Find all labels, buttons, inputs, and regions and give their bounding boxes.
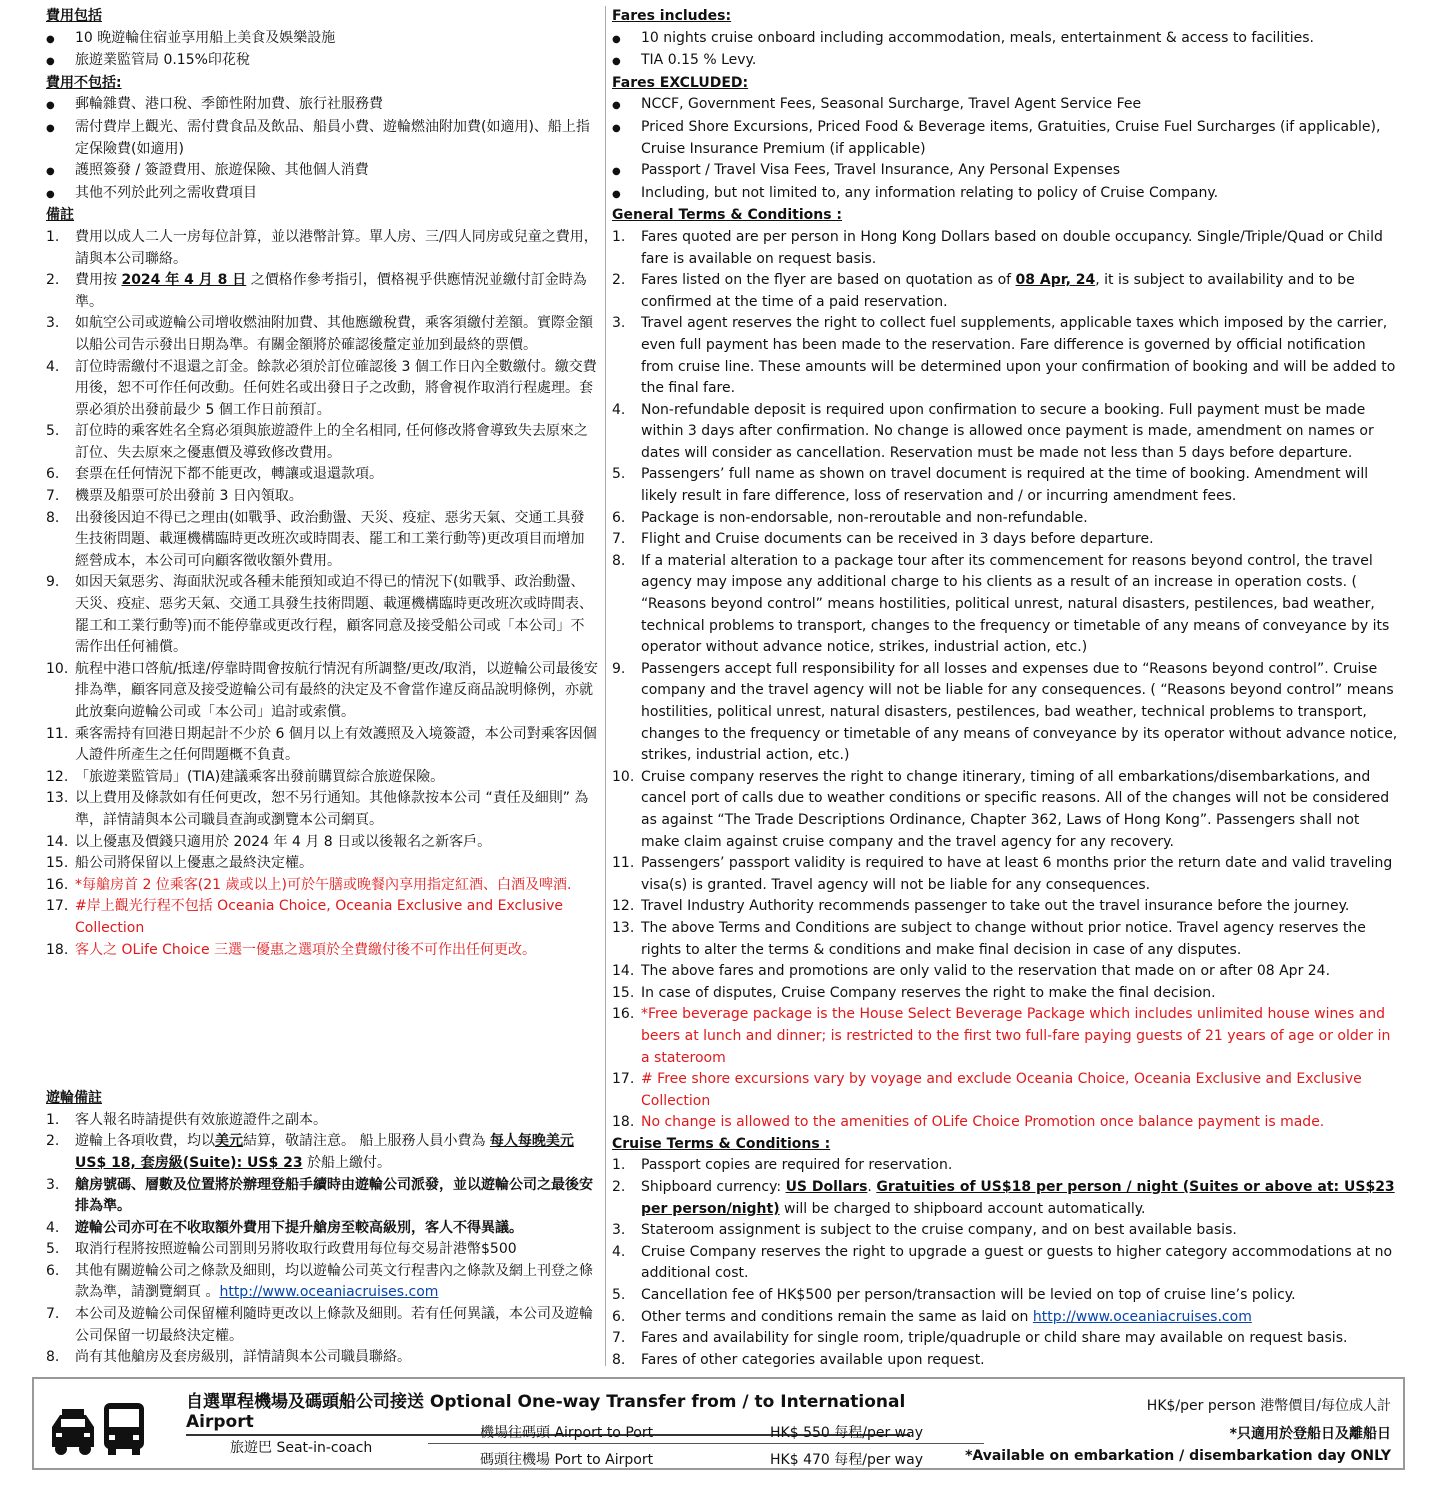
item-text: The above fares and promotions are only valid to the reservation that made on or after 08 Apr 24. (641, 963, 1331, 980)
item-number: 7. (612, 1330, 626, 1347)
numbered-item (612, 918, 1398, 961)
bullet-text: 旅遊業監管局 0.15%印花稅 (75, 52, 250, 69)
numbered-item (612, 1285, 1398, 1307)
includes-heading-zh: 費用包括 (46, 8, 102, 24)
numbered-item (46, 227, 598, 270)
transfer-icons (48, 1399, 168, 1457)
item-number: 1. (612, 228, 626, 245)
item-number: 10. (612, 768, 635, 785)
bullet-item (612, 160, 1398, 183)
text-segment: , it is subject to availability and to be confirmed at the time of a paid reservation. (641, 272, 1355, 310)
item-text: 艙房號碼、層數及位置將於辦理登船手續時由遊輪公司派發，並以遊輪公司之最後安排為準。 (75, 1176, 593, 1215)
item-number: 2. (46, 272, 60, 289)
bullet-icon (46, 50, 75, 73)
right-column-english (612, 6, 1398, 1371)
text-segment: 遊輪上各項收費，均以 (75, 1133, 215, 1150)
bullet-text: 其他不列於此列之需收費項目 (75, 184, 257, 201)
text-segment: . (867, 1179, 877, 1196)
numbered-item (612, 1242, 1398, 1285)
item-text: 船公司將保留以上優惠之最終決定權。 (75, 855, 313, 872)
item-text: 套票在任何情況下都不能更改，轉讓或退還款項。 (75, 466, 383, 483)
item-number: 3. (46, 315, 60, 332)
transfer-row-divider (428, 1443, 984, 1444)
underlined-text: US Dollars (785, 1179, 868, 1196)
text-segment: Fares listed on the flyer are based on quotation as of (641, 272, 1016, 289)
item-number: 13. (46, 790, 69, 807)
item-text: 費用以成人二人一房每位計算，並以港幣計算。單人房、三/四人同房或兒童之費用，請與本公司聯絡。 (75, 228, 598, 267)
bullet-item (46, 94, 598, 117)
text-segment: 其他有關遊輪公司之條款及細則，均以遊輪公司英文行程書內之條款及網上刊登之條款為準，請瀏覽網頁 (75, 1262, 593, 1301)
numbered-item (46, 1347, 598, 1369)
item-number: 14. (612, 963, 635, 980)
item-number: 12. (612, 898, 635, 915)
bullet-item (612, 94, 1398, 117)
item-number: 3. (612, 1222, 626, 1239)
numbered-item (46, 940, 598, 962)
numbered-item (46, 832, 598, 854)
embarkation-note-en: *Available on embarkation / disembarkation day ONLY (965, 1448, 1391, 1464)
numbered-item (612, 1112, 1398, 1134)
item-number: 3. (46, 1176, 60, 1193)
numbered-item (46, 853, 598, 875)
item-text: Cruise company reserves the right to change itinerary, timing of all embarkations/disembarkations, and cancel port of calls due to weather conditions or specific reasons. All of the changes will not be considered as against “The Trade Descriptions Ordinance, Chapter 362, Laws of Hong Kong”. Passengers shall not make claim against cruise company and the travel agency for any recovery. (641, 768, 1390, 850)
bullet-item (46, 117, 598, 160)
numbered-item (612, 464, 1398, 507)
website-link[interactable]: http://www.oceaniacruises.com (1032, 1308, 1252, 1325)
item-number: 1. (46, 228, 60, 245)
general-terms-heading: General Terms & Conditions : (612, 207, 843, 224)
item-text: #岸上觀光行程不包括 Oceania Choice, Oceania Exclusive and Exclusive Collection (75, 898, 563, 936)
item-text: 如因天氣惡劣、海面狀況或各種未能預知或迫不得已的情況下(如戰爭、政治動盪、天災、疫症、惡劣天氣、交通工具發生技術問題、載運機構臨時更改班次或時間表、罷工和工業行動等)而不能停靠或更改行程，顧客同意及接受船公司或「本公司」不需作出任何補償。 (75, 574, 593, 656)
bullet-item (46, 183, 598, 206)
cruise-terms-list (612, 1155, 1398, 1371)
item-number: 10. (46, 660, 69, 677)
text-segment: Shipboard currency: (641, 1179, 786, 1196)
item-number: 7. (46, 488, 60, 505)
bullet-text: Including, but not limited to, any information relating to policy of Cruise Company. (641, 184, 1219, 201)
item-number: 12. (46, 768, 69, 785)
notes-list-zh (46, 227, 598, 961)
numbered-item (612, 1177, 1398, 1220)
cruise-terms-heading: Cruise Terms & Conditions : (612, 1135, 831, 1152)
numbered-item (46, 508, 598, 573)
item-number: 16. (46, 876, 69, 893)
transfer-title: 自選單程機場及碼頭船公司接送 Optional One-way Transfer from / to International Airport (186, 1387, 910, 1436)
bullet-item (612, 28, 1398, 51)
airport-to-port-price: HK$ 550 每程/per way (770, 1425, 923, 1441)
item-number: 5. (46, 423, 60, 440)
text-segment: will be charged to shipboard account automatically. (779, 1200, 1146, 1217)
item-number: 8. (46, 509, 60, 526)
item-text: Stateroom assignment is subject to the cruise company, and on best available basis. (641, 1222, 1237, 1239)
port-to-airport-price: HK$ 470 每程/per way (770, 1452, 923, 1468)
numbered-item (612, 1328, 1398, 1350)
item-number: 1. (46, 1111, 60, 1128)
numbered-item (46, 1304, 598, 1347)
item-number: 7. (46, 1306, 60, 1323)
item-number: 6. (612, 1308, 626, 1325)
item-number: 7. (612, 531, 626, 548)
numbered-item (46, 896, 598, 939)
item-text: *每艙房首 2 位乘客(21 歲或以上)可於午膳或晚餐內享用指定紅酒、白酒及啤酒. (75, 876, 572, 893)
numbered-item (46, 875, 598, 897)
bullet-text: TIA 0.15 % Levy. (641, 52, 757, 69)
item-number: 6. (46, 1262, 60, 1279)
item-text: 「旅遊業監管局」(TIA)建議乘客出發前購買綜合旅遊保險。 (75, 768, 445, 785)
item-text (641, 1177, 1398, 1220)
item-number: 2. (612, 272, 626, 289)
item-text: 本公司及遊輪公司保留權利隨時更改以上條款及細則。若有任何異議，本公司及遊輪公司保留一切最終決定權。 (75, 1306, 593, 1344)
item-text: 出發後因迫不得已之理由(如戰爭、政治動盪、天災、疫症、惡劣天氣、交通工具發生技術問題、載運機構臨時更改班次或時間表、罷工和工業行動等)更改項目而增加經營成本，本公司可向顧客徵收額外費用。 (75, 509, 585, 569)
item-text (75, 270, 598, 313)
text-segment: 於船上繳付。 (302, 1154, 392, 1171)
bullet-icon (612, 94, 641, 117)
bullet-text: 需付費岸上觀光、需付費食品及飲品、船員小費、遊輪燃油附加費(如適用)、船上指定保險費(如適用) (75, 118, 590, 157)
item-number: 8. (612, 552, 626, 569)
numbered-item (612, 313, 1398, 399)
bullet-icon (46, 28, 75, 51)
bullet-icon (46, 160, 75, 183)
item-number: 16. (612, 1006, 635, 1023)
item-number: 5. (612, 1287, 626, 1304)
item-text (641, 1307, 1398, 1329)
bullet-text: 10 nights cruise onboard including accommodation, meals, entertainment & access to facilities. (641, 29, 1314, 46)
item-text: 以上費用及條款如有任何更改，恕不另行通知。其他條款按本公司 “責任及細則” 為準，詳情請與本公司職員查詢或瀏覽本公司網頁。 (75, 790, 589, 828)
item-text: Flight and Cruise documents can be received in 3 days before departure. (641, 531, 1154, 548)
item-number: 4. (46, 1219, 60, 1236)
item-number: 11. (612, 855, 635, 872)
numbered-item (612, 1307, 1398, 1329)
item-text: Passengers’ full name as shown on travel document is required at the time of booking. Amendment will likely result in fare difference, loss of reservation and / or incurring amendment fees. (641, 466, 1369, 505)
bullet-item (46, 160, 598, 183)
item-text: 機票及船票可於出發前 3 日內領取。 (75, 488, 303, 505)
numbered-item (46, 1261, 598, 1304)
item-number: 13. (612, 919, 635, 936)
includes-list-en (612, 28, 1398, 73)
left-column-chinese (46, 6, 598, 1369)
bullet-icon (46, 94, 75, 117)
item-text: If a material alteration to a package tour after its commencement for reasons beyond control, the travel agency may impose any additional charge to his clients as a result of an increase in operation costs. ( “Reasons beyond control” means hostilities, political unrest, natural disasters, pestilences, bad weather, technical problems to transport, changes to the frequency or timetable of any means of conveyance by its operator without advance notice, strikes, industrial action, etc.) (641, 552, 1390, 656)
item-number: 3. (612, 315, 626, 332)
item-text: Fares of other categories available upon request. (641, 1351, 985, 1368)
bullet-text: 10 晚遊輪住宿並享用船上美食及娛樂設施 (75, 29, 336, 46)
item-number: 15. (46, 855, 69, 872)
numbered-item (612, 961, 1398, 983)
excludes-heading-en: Fares EXCLUDED: (612, 74, 749, 91)
numbered-item (612, 529, 1398, 551)
text-segment: 費用按 (75, 272, 122, 289)
numbered-item (46, 1110, 598, 1132)
bullet-icon (612, 117, 641, 160)
item-text: Passengers’ passport validity is required to have at least 6 months prior the return date and valid traveling visa(s) is granted. Travel agency will not be liable for any consequences. (641, 855, 1393, 893)
numbered-item (612, 853, 1398, 896)
cruise-notes-list-zh (46, 1110, 598, 1369)
item-text: Non-refundable deposit is required upon confirmation to secure a booking. Full payment must be made within 3 days after confirmation. No change is allowed once payment is made, amendment on names or dates will consider as cancellation. Reservation must be made not less than 5 days before departure. (641, 401, 1374, 461)
item-text: Fares quoted are per person in Hong Kong Dollars based on double occupancy. Single/Triple/Quad or Child fare is available on request basis. (641, 228, 1383, 267)
item-text: 如航空公司或遊輪公司增收燃油附加費、其他應繳稅費，乘客須繳付差額。實際金額以船公司告示發出日期為準。有關金額將於確認後釐定並加到最終的票價。 (75, 315, 593, 353)
website-link[interactable]: http://www.oceaniacruises.com (219, 1284, 439, 1301)
numbered-item (612, 400, 1398, 465)
underlined-text: 每人每晚美元 US$ 18, 套房級(Suite): US$ 23 (75, 1133, 574, 1171)
item-number: 15. (612, 984, 635, 1001)
numbered-item (612, 767, 1398, 853)
column-divider (605, 6, 606, 1366)
item-text: Passengers accept full responsibility for all losses and expenses due to “Reasons beyond control”. Cruise company and the travel agency will not be liable for any consequences. ( “Reasons beyond control” means hostilities, political unrest, natural disasters, pestilences, bad weather, technical problems to transport, changes to the frequency or timetable of any means of conveyance by its operator without advance notice, strikes, industrial action, etc.) (641, 660, 1398, 764)
numbered-item (612, 1004, 1398, 1069)
item-number: 4. (612, 1243, 626, 1260)
numbered-item (46, 421, 598, 464)
item-text: 取消行程將按照遊輪公司罰則另將收取行政費用每位每交易計港幣$500 (75, 1241, 517, 1258)
item-number: 1. (612, 1157, 626, 1174)
excludes-heading-zh: 費用不包括: (46, 74, 122, 91)
item-number: 18. (46, 941, 69, 958)
bullet-text: 護照簽發 / 簽證費用、旅遊保險、其他個人消費 (75, 162, 369, 179)
item-text: Travel Industry Authority recommends passenger to take out the travel insurance before the journey. (641, 898, 1350, 915)
item-text: The above Terms and Conditions are subject to change without prior notice. Travel agency reserves the rights to alter the terms & conditions and make final decision in case of any disputes. (641, 919, 1366, 958)
excludes-list-en (612, 94, 1398, 205)
text-segment: 之價格作參考指引，價格視乎供應情況並繳付訂金時為準。 (75, 272, 587, 310)
item-text: 遊輪公司亦可在不收取額外費用下提升艙房至較高級別，客人不得異議。 (75, 1219, 523, 1236)
numbered-item (612, 1069, 1398, 1112)
item-text: Package is non-endorsable, non-reroutable and non-refundable. (641, 509, 1088, 526)
general-terms-list (612, 227, 1398, 1134)
text-segment: 。 (205, 1284, 220, 1301)
numbered-item (612, 896, 1398, 918)
numbered-item (612, 227, 1398, 270)
underlined-text: 美元 (215, 1133, 243, 1150)
numbered-item (46, 788, 598, 831)
bullet-text: 郵輪雜費、港口稅、季節性附加費、旅行社服務費 (75, 96, 383, 113)
item-number: 18. (612, 1114, 635, 1131)
bullet-icon (612, 183, 641, 206)
item-number: 6. (612, 509, 626, 526)
bullet-icon (612, 28, 641, 51)
item-text: *Free beverage package is the House Select Beverage Package which includes unlimited house wines and beers at lunch and dinner; is restricted to the first two full-fare paying guests of 21 years of age or older in a stateroom (641, 1006, 1391, 1066)
item-number: 17. (612, 1071, 635, 1088)
item-text: Cruise Company reserves the right to upgrade a guest or guests to higher category accommodations at no additional cost. (641, 1243, 1393, 1282)
numbered-item (46, 659, 598, 724)
item-text: 客人報名時請提供有效旅遊證件之副本。 (75, 1111, 327, 1128)
item-text: Passport copies are required for reservation. (641, 1157, 953, 1174)
item-text (75, 1261, 598, 1304)
numbered-item (46, 1131, 598, 1174)
bullet-text: NCCF, Government Fees, Seasonal Surcharge, Travel Agent Service Fee (641, 96, 1142, 113)
numbered-item (46, 464, 598, 486)
cruise-notes-heading-zh: 遊輪備註 (46, 1090, 102, 1107)
price-unit-note: HK$/per person 港幣價目/每位成人計 (1146, 1398, 1391, 1414)
bullet-item (612, 50, 1398, 73)
item-number: 9. (46, 574, 60, 591)
item-text: # Free shore excursions vary by voyage and exclude Oceania Choice, Oceania Exclusive and Exclusive Collection (641, 1071, 1362, 1109)
numbered-item (612, 1155, 1398, 1177)
transfer-box (32, 1377, 1405, 1470)
bullet-text: Priced Shore Excursions, Priced Food & Beverage items, Gratuities, Cruise Fuel Surcharges (if applicable), Cruise Insurance Premium (if applicable) (641, 118, 1381, 157)
bullet-item (46, 28, 598, 51)
bullet-item (612, 183, 1398, 206)
bullet-icon (46, 183, 75, 206)
underlined-text: 08 Apr, 24 (1015, 272, 1096, 289)
numbered-item (46, 1239, 598, 1261)
bus-icon (104, 1403, 144, 1455)
item-text: Fares and availability for single room, triple/quadruple or child share may available on request basis. (641, 1330, 1348, 1347)
numbered-item (46, 767, 598, 789)
item-text (641, 270, 1398, 313)
numbered-item (612, 551, 1398, 659)
item-text: 訂位時的乘客姓名全寫必須與旅遊證件上的全名相同, 任何修改將會導致失去原來之訂位、失去原來之優惠價及導致修改費用。 (75, 423, 588, 461)
item-number: 5. (46, 1241, 60, 1258)
item-number: 2. (46, 1133, 60, 1150)
item-text (75, 1131, 598, 1174)
item-text: 訂位時需繳付不退還之訂金。餘款必須於訂位確認後 3 個工作日內全數繳付。繳交費用後，恕不可作任何改動。任何姓名或出發日子之改動，將會視作取消行程處理。套票必須於出發前最少 5 個工作日前預訂。 (75, 358, 597, 418)
numbered-item (612, 983, 1398, 1005)
bullet-icon (612, 160, 641, 183)
bullet-text: Passport / Travel Visa Fees, Travel Insurance, Any Personal Expenses (641, 162, 1121, 179)
item-text: Travel agent reserves the right to collect fuel supplements, applicable taxes which imposed by the carrier, even full payment has been made to the reservation. Fare difference is governed by official notification from cruise line. These amounts will be determined upon your confirmation of booking and will be added to the final fare. (641, 315, 1396, 397)
text-segment: Other terms and conditions remain the same as laid on (641, 1308, 1033, 1325)
taxi-icon (52, 1409, 94, 1455)
item-number: 17. (46, 898, 69, 915)
item-number: 2. (612, 1179, 626, 1196)
bullet-item (46, 50, 598, 73)
underlined-text: 2024 年 4 月 8 日 (121, 272, 247, 289)
item-text: 航程中港口啓航/抵達/停靠時間會按航行情況有所調整/更改/取消，以遊輪公司最後安排為準，顧客同意及接受遊輪公司有最終的決定及不會當作違反商品說明條例，亦就此放棄向遊輪公司或「本公司」追討或索償。 (75, 660, 598, 720)
notes-heading-zh: 備註 (46, 207, 74, 224)
item-number: 6. (46, 466, 60, 483)
underlined-text: Gratuities of US$18 per person / night (Suites or above at: US$23 per person/night) (641, 1179, 1395, 1217)
text-segment: 結算，敬請注意。 船上服務人員小費為 (243, 1133, 490, 1150)
item-number: 9. (612, 660, 626, 677)
embarkation-note-zh: *只適用於登船日及離船日 (1229, 1426, 1391, 1442)
numbered-item (612, 659, 1398, 767)
excludes-list-zh (46, 94, 598, 205)
item-text: No change is allowed to the amenities of OLife Choice Promotion once balance payment is made. (641, 1114, 1325, 1131)
item-number: 4. (612, 401, 626, 418)
bullet-icon (46, 117, 75, 160)
item-text: 尚有其他艙房及套房級別，詳情請與本公司職員聯絡。 (75, 1349, 411, 1366)
item-number: 11. (46, 725, 69, 742)
item-text: 乘客需持有回港日期起計不少於 6 個月以上有效護照及入境簽證，本公司對乘客因個人證件所產生之任何問題概不負責。 (75, 725, 597, 764)
numbered-item (46, 270, 598, 313)
numbered-item (46, 486, 598, 508)
numbered-item (46, 1175, 598, 1218)
numbered-item (46, 313, 598, 356)
numbered-item (612, 270, 1398, 313)
numbered-item (612, 1350, 1398, 1372)
numbered-item (46, 572, 598, 658)
includes-list-zh (46, 28, 598, 73)
item-number: 4. (46, 358, 60, 375)
blank-space (46, 961, 598, 1088)
item-number: 8. (612, 1351, 626, 1368)
bullet-item (612, 117, 1398, 160)
coach-label: 旅遊巴 Seat-in-coach (230, 1440, 373, 1456)
item-text: Cancellation fee of HK$500 per person/transaction will be levied on top of cruise line’s policy. (641, 1287, 1296, 1304)
numbered-item (612, 1220, 1398, 1242)
includes-heading-en: Fares includes: (612, 8, 732, 24)
airport-to-port-label: 機場往碼頭 Airport to Port (480, 1425, 654, 1441)
numbered-item (46, 1218, 598, 1240)
numbered-item (46, 357, 598, 422)
numbered-item (46, 724, 598, 767)
item-number: 14. (46, 833, 69, 850)
item-text: 客人之 OLife Choice 三選一優惠之選項於全費繳付後不可作出任何更改。 (75, 941, 537, 958)
item-text: 以上優惠及價錢只適用於 2024 年 4 月 8 日或以後報名之新客戶。 (75, 833, 492, 850)
item-text: In case of disputes, Cruise Company reserves the right to make the final decision. (641, 984, 1216, 1001)
item-number: 8. (46, 1349, 60, 1366)
port-to-airport-label: 碼頭往機場 Port to Airport (480, 1452, 654, 1468)
numbered-item (612, 508, 1398, 530)
bullet-icon (612, 50, 641, 73)
item-number: 5. (612, 466, 626, 483)
